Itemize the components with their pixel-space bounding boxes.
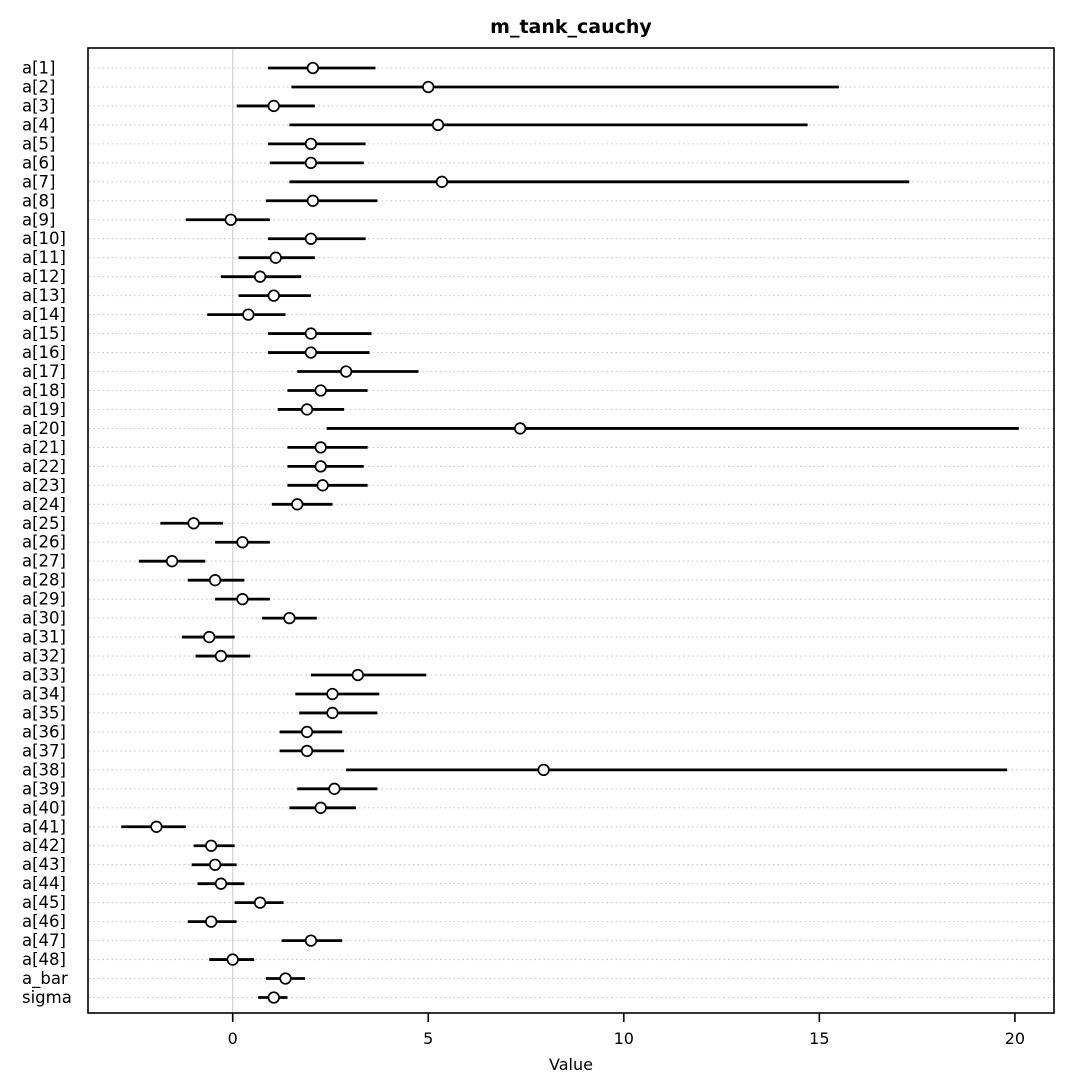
y-tick-label: a[29]: [22, 589, 66, 609]
point-estimate: [329, 784, 340, 795]
y-tick-label: a[15]: [22, 324, 66, 344]
y-tick-label: a[8]: [22, 191, 56, 211]
y-tick-label: a[25]: [22, 513, 66, 533]
y-tick-label: a[36]: [22, 722, 66, 742]
point-estimate: [302, 727, 313, 738]
point-estimate: [308, 195, 319, 206]
point-estimate: [308, 63, 319, 74]
y-tick-label: a[20]: [22, 418, 66, 438]
y-tick-label: a[7]: [22, 172, 56, 192]
point-estimate: [268, 992, 279, 1003]
y-tick-label: a[13]: [22, 286, 66, 306]
y-tick-label: a[28]: [22, 570, 66, 590]
point-estimate: [280, 973, 291, 984]
point-estimate: [151, 821, 162, 832]
y-tick-label: a[19]: [22, 399, 66, 419]
point-estimate: [167, 556, 178, 567]
y-tick-label: a[18]: [22, 380, 66, 400]
point-estimate: [237, 594, 248, 605]
point-estimate: [292, 499, 303, 510]
y-tick-label: a[43]: [22, 855, 66, 875]
y-tick-label: a[40]: [22, 798, 66, 818]
x-tick-label: 15: [809, 1029, 830, 1048]
y-tick-label: a[22]: [22, 456, 66, 476]
y-tick-label: a[26]: [22, 532, 66, 552]
y-tick-label: a[37]: [22, 741, 66, 761]
point-estimate: [227, 954, 238, 965]
y-tick-label: a[10]: [22, 229, 66, 249]
point-estimate: [284, 613, 295, 624]
y-tick-label: a[34]: [22, 684, 66, 704]
point-estimate: [315, 442, 326, 453]
point-estimate: [515, 423, 526, 434]
point-estimate: [306, 347, 317, 358]
chart-title: m_tank_cauchy: [490, 16, 652, 38]
point-estimate: [341, 366, 352, 377]
point-estimate: [433, 120, 444, 131]
point-estimate: [327, 689, 338, 700]
point-estimate: [315, 385, 326, 396]
x-tick-label: 10: [613, 1029, 634, 1048]
y-tick-label: sigma: [22, 988, 72, 1007]
y-tick-label: a[4]: [22, 115, 56, 135]
point-estimate: [437, 177, 448, 188]
y-tick-label: a[16]: [22, 343, 66, 363]
y-tick-label: a[23]: [22, 475, 66, 495]
y-tick-label: a[48]: [22, 950, 66, 970]
point-estimate: [353, 670, 364, 681]
point-estimate: [243, 309, 254, 320]
point-estimate: [306, 935, 317, 946]
y-tick-label: a[5]: [22, 134, 56, 154]
point-estimate: [210, 575, 221, 586]
x-tick-label: 5: [423, 1029, 434, 1048]
y-tick-label: a[2]: [22, 77, 56, 97]
point-estimate: [204, 632, 215, 643]
point-estimate: [268, 101, 279, 112]
x-axis-label: Value: [549, 1055, 593, 1074]
point-estimate: [255, 271, 266, 282]
y-tick-label: a[35]: [22, 703, 66, 723]
x-tick-label: 20: [1004, 1029, 1026, 1048]
point-estimate: [306, 139, 317, 150]
point-estimate: [210, 859, 221, 870]
y-tick-label: a[30]: [22, 608, 66, 628]
y-tick-label: a[46]: [22, 912, 66, 932]
y-tick-label: a[3]: [22, 96, 56, 116]
y-tick-label: a[27]: [22, 551, 66, 571]
y-tick-label: a[44]: [22, 874, 66, 894]
y-tick-label: a[12]: [22, 267, 66, 287]
y-tick-label: a[32]: [22, 646, 66, 666]
point-estimate: [302, 404, 313, 415]
point-estimate: [206, 916, 217, 927]
y-tick-label: a[1]: [22, 58, 56, 78]
y-tick-label: a[41]: [22, 817, 66, 837]
y-tick-label: a[9]: [22, 210, 56, 230]
y-tick-label: a[24]: [22, 494, 66, 514]
point-estimate: [327, 708, 338, 719]
y-tick-label: a[47]: [22, 931, 66, 951]
point-estimate: [306, 158, 317, 169]
y-tick-label: a[14]: [22, 305, 66, 325]
y-tick-label: a[45]: [22, 893, 66, 913]
point-estimate: [216, 878, 227, 889]
y-tick-label: a[17]: [22, 362, 66, 382]
y-tick-label: a[11]: [22, 248, 66, 268]
y-tick-label: a_bar: [22, 969, 68, 989]
point-estimate: [302, 746, 313, 757]
point-estimate: [237, 537, 248, 548]
y-tick-label: a[33]: [22, 665, 66, 685]
point-estimate: [538, 765, 549, 776]
point-estimate: [255, 897, 266, 908]
point-estimate: [315, 803, 326, 814]
point-estimate: [423, 82, 434, 93]
point-estimate: [270, 252, 281, 263]
y-tick-label: a[21]: [22, 437, 66, 457]
x-tick-label: 0: [227, 1029, 238, 1048]
point-estimate: [306, 233, 317, 244]
point-estimate: [315, 461, 326, 472]
y-tick-label: a[31]: [22, 627, 66, 647]
point-estimate: [216, 651, 227, 662]
point-estimate: [206, 840, 217, 851]
point-estimate: [188, 518, 199, 529]
y-tick-label: a[42]: [22, 836, 66, 856]
point-estimate: [225, 214, 236, 225]
point-estimate: [317, 480, 328, 491]
point-estimate: [306, 328, 317, 339]
y-tick-label: a[6]: [22, 153, 56, 173]
point-estimate: [268, 290, 279, 301]
y-tick-label: a[38]: [22, 760, 66, 780]
y-tick-label: a[39]: [22, 779, 66, 799]
